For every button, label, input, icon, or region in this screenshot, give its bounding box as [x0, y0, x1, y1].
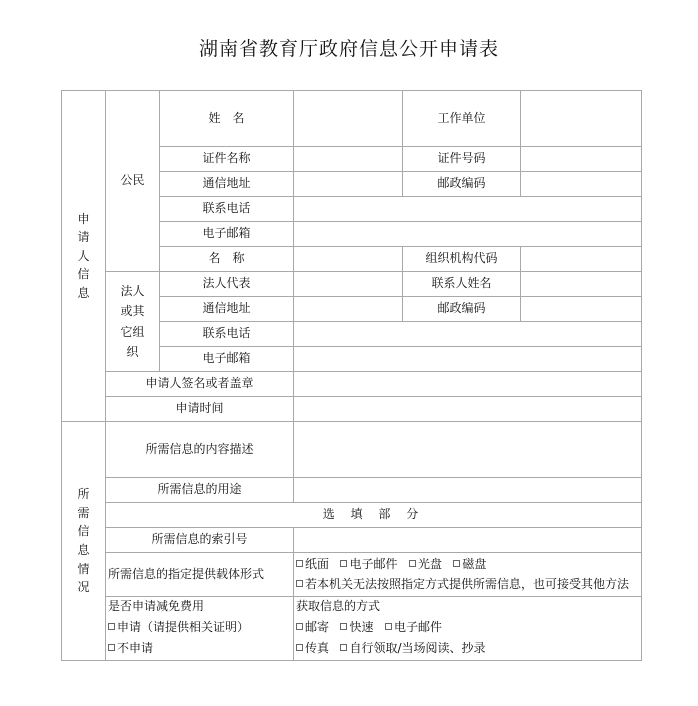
- option-fee-apply: 申请（请提供相关证明）: [117, 619, 250, 634]
- checkbox-fee-apply[interactable]: [108, 623, 115, 630]
- carrier-label: 所需信息的指定提供载体形式: [106, 553, 294, 597]
- carrier-options: [294, 553, 642, 597]
- org-postcode-label: 邮政编码: [403, 297, 521, 322]
- signature-field[interactable]: [294, 372, 642, 397]
- application-form-table: [61, 90, 642, 661]
- checkbox-fee-none[interactable]: [108, 644, 115, 651]
- carrier-alt-line: [296, 578, 641, 592]
- citizen-phone-field[interactable]: [294, 197, 642, 222]
- checkbox-paper[interactable]: [296, 560, 303, 567]
- date-label: 申请时间: [106, 397, 294, 422]
- citizen-id-number-field[interactable]: [521, 147, 642, 172]
- citizen-name-field[interactable]: [294, 91, 403, 147]
- citizen-address-field[interactable]: [294, 172, 403, 197]
- org-legal-rep-field[interactable]: [294, 272, 403, 297]
- method-label: 获取信息的方式: [296, 599, 381, 613]
- index-no-label: 所需信息的索引号: [106, 528, 294, 553]
- citizen-label: 公民: [106, 91, 160, 272]
- org-phone-field[interactable]: [294, 322, 642, 347]
- org-postcode-field[interactable]: [521, 297, 642, 322]
- citizen-postcode-label: 邮政编码: [403, 172, 521, 197]
- signature-label: 申请人签名或者盖章: [106, 372, 294, 397]
- content-desc-label: 所需信息的内容描述: [106, 422, 294, 478]
- citizen-email-label: 电子邮箱: [160, 222, 294, 247]
- citizen-id-number-label: 证件号码: [403, 147, 521, 172]
- citizen-name-label: 姓 名: [160, 91, 294, 147]
- citizen-phone-label: 联系电话: [160, 197, 294, 222]
- content-desc-field[interactable]: [294, 422, 642, 478]
- fee-option-apply-line: [108, 621, 293, 635]
- page-title: 湖南省教育厅政府信息公开申请表: [198, 38, 499, 60]
- checkbox-cd[interactable]: [409, 560, 416, 567]
- org-contact-name-field[interactable]: [521, 272, 642, 297]
- option-method-email: 电子邮件: [393, 619, 442, 634]
- checkbox-email[interactable]: [340, 560, 347, 567]
- method-cell: [294, 597, 642, 661]
- option-disk: 磁盘: [462, 556, 487, 571]
- method-options-line2: [296, 642, 641, 656]
- applicant-section-label: [62, 91, 106, 422]
- option-email: 电子邮件: [349, 556, 398, 571]
- citizen-work-unit-field[interactable]: [521, 91, 642, 147]
- org-code-field[interactable]: [521, 247, 642, 272]
- applicant-section-text: 申请人信息: [77, 211, 90, 300]
- option-alt-method: 若本机关无法按照指定方式提供所需信息，也可接受其他方法: [305, 576, 630, 591]
- citizen-id-name-label: 证件名称: [160, 147, 294, 172]
- index-no-field[interactable]: [294, 528, 642, 553]
- org-contact-name-label: 联系人姓名: [403, 272, 521, 297]
- option-cd: 光盘: [417, 556, 442, 571]
- org-email-field[interactable]: [294, 347, 642, 372]
- fee-option-none-line: [108, 642, 293, 656]
- option-self-pickup: 自行领取/当场阅读、抄录: [349, 640, 486, 655]
- citizen-work-unit-label: 工作单位: [403, 91, 521, 147]
- option-fax: 传真: [305, 640, 330, 655]
- option-fee-none: 不申请: [117, 640, 154, 655]
- option-express: 快速: [349, 619, 374, 634]
- org-name-field[interactable]: [294, 247, 403, 272]
- info-section-label: [62, 422, 106, 661]
- purpose-field[interactable]: [294, 478, 642, 503]
- org-phone-label: 联系电话: [160, 322, 294, 347]
- method-options-line1: [296, 621, 641, 635]
- citizen-email-field[interactable]: [294, 222, 642, 247]
- purpose-label: 所需信息的用途: [106, 478, 294, 503]
- carrier-options-line: [296, 558, 641, 572]
- org-address-field[interactable]: [294, 297, 403, 322]
- checkbox-fax[interactable]: [296, 644, 303, 651]
- checkbox-method-email[interactable]: [385, 623, 392, 630]
- checkbox-express[interactable]: [340, 623, 347, 630]
- org-label: [106, 272, 160, 372]
- org-email-label: 电子邮箱: [160, 347, 294, 372]
- optional-section-header: 选 填 部 分: [106, 503, 642, 528]
- fee-cell: [106, 597, 294, 661]
- checkbox-mail[interactable]: [296, 623, 303, 630]
- org-name-label: 名 称: [160, 247, 294, 272]
- checkbox-disk[interactable]: [453, 560, 460, 567]
- citizen-id-name-field[interactable]: [294, 147, 403, 172]
- checkbox-self-pickup[interactable]: [340, 644, 347, 651]
- fee-label: 是否申请减免费用: [108, 599, 205, 613]
- date-field[interactable]: [294, 397, 642, 422]
- option-paper: 纸面: [305, 556, 330, 571]
- info-section-text: 所需信息情况: [77, 487, 90, 595]
- org-legal-rep-label: 法人代表: [160, 272, 294, 297]
- citizen-address-label: 通信地址: [160, 172, 294, 197]
- citizen-postcode-field[interactable]: [521, 172, 642, 197]
- org-label-text: 法人或其它组织: [120, 283, 145, 359]
- org-address-label: 通信地址: [160, 297, 294, 322]
- org-code-label: 组织机构代码: [403, 247, 521, 272]
- option-mail: 邮寄: [305, 619, 330, 634]
- checkbox-alt-method[interactable]: [296, 580, 303, 587]
